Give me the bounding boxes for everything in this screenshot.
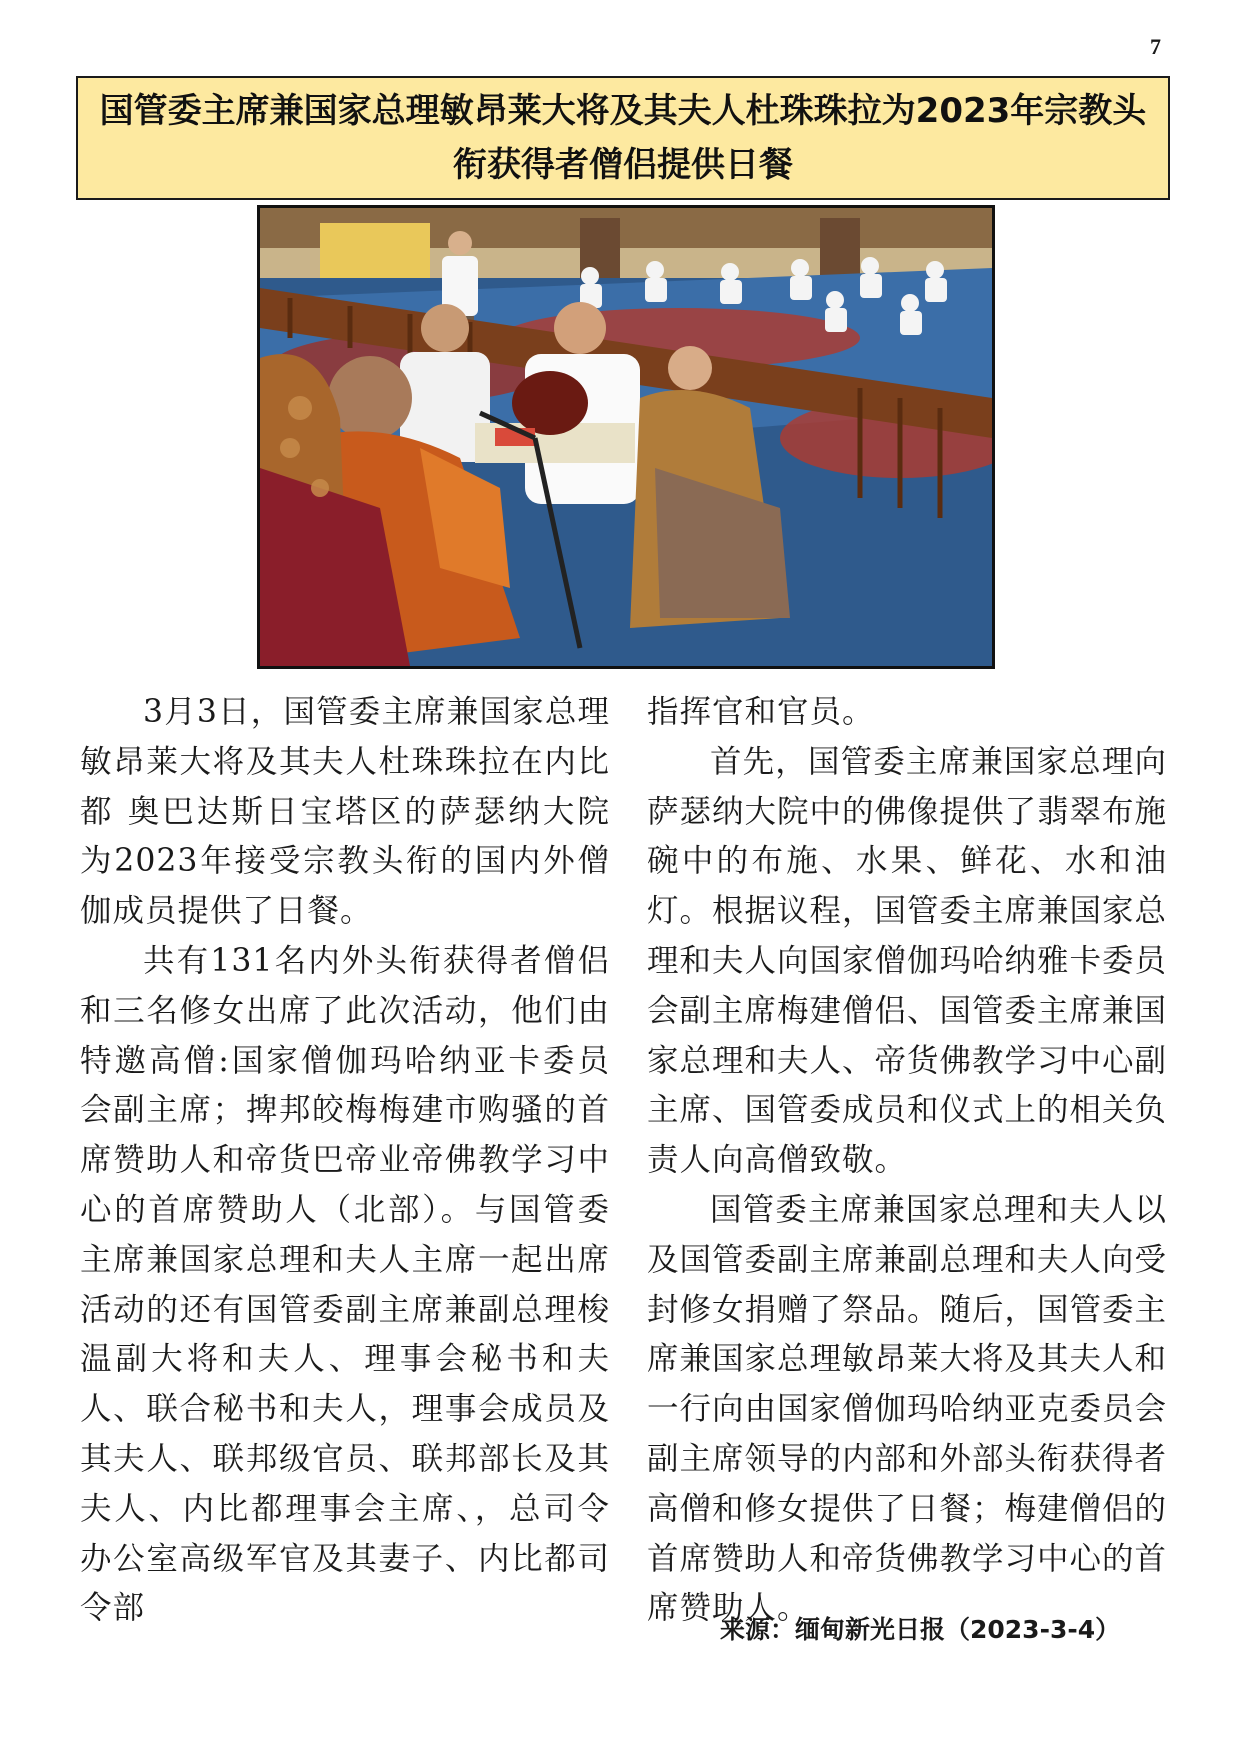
paragraph-2: 共有131名内外头衔获得者僧侣和三名修女出席了此次活动，他们由特邀高僧:国家僧伽玛哈纳亚卡委员会副主席；捭邦皎梅梅建市购骚的首席赞助人和帝货巴帝业帝佛教学习中心的首席赞助人（北部）。与国管委主席兼国家总理和夫人主席一起出席活动的还有国管委副主席兼副总理梭温副大将和夫人、理事会秘书和夫人、联合秘书和夫人，理事会成员及其夫人、联邦级官员、联邦部长及其夫人、内比都理事会主席、，总司令办公室高级军官及其妻子、内比都司令部	[80, 942, 610, 1627]
paragraph-continuation: 指挥官和官员。	[647, 694, 875, 730]
right-column	[647, 688, 1167, 1634]
ceremony-photo	[257, 205, 995, 669]
headline: 国管委主席兼国家总理敏昂莱大将及其夫人杜珠珠拉为2023年宗教头衔获得者僧侣提供日餐	[99, 91, 1147, 185]
source-credit: 来源：缅甸新光日报（2023-3-4）	[720, 1615, 1121, 1644]
headline-box	[76, 76, 1170, 200]
photo-illustration	[260, 208, 992, 666]
left-column	[80, 688, 610, 1634]
paragraph-3: 首先，国管委主席兼国家总理向萨瑟纳大院中的佛像提供了翡翠布施碗中的布施、水果、鲜花、水和油灯。根据议程，国管委主席兼国家总理和夫人向国家僧伽玛哈纳雅卡委员会副主席梅建僧侣、国管委主席兼国家总理和夫人、帝货佛教学习中心副主席、国管委成员和仪式上的相关负责人向高僧致敬。	[647, 743, 1168, 1179]
paragraph-4: 国管委主席兼国家总理和夫人以及国管委副主席兼副总理和夫人向受封修女捐赠了祭品。随后，国管委主席兼国家总理敏昂莱大将及其夫人和一行向由国家僧伽玛哈纳亚克委员会副主席领导的内部和外部头衔获得者高僧和修女提供了日餐；梅建僧侣的首席赞助人和帝货佛教学习中心的首席赞助人。	[647, 1191, 1168, 1627]
page-number: 7	[1150, 34, 1161, 59]
paragraph-1: 3月3日，国管委主席兼国家总理敏昂莱大将及其夫人杜珠珠拉在内比都 奥巴达斯日宝塔区的萨瑟纳大院为2023年接受宗教头衔的国内外僧伽成员提供了日餐。	[80, 694, 610, 930]
